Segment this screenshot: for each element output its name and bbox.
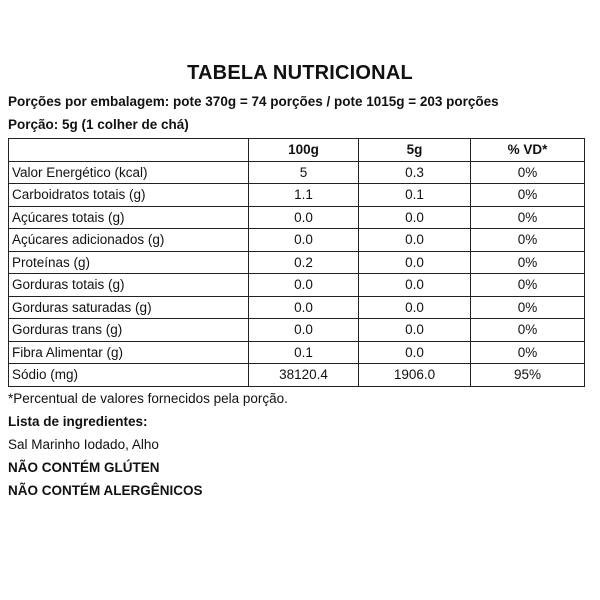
value-5g: 0.0 bbox=[359, 206, 471, 229]
table-row bbox=[9, 341, 585, 364]
value-vd: 0% bbox=[471, 341, 585, 364]
value-100g: 1.1 bbox=[249, 184, 359, 207]
value-100g: 0.0 bbox=[249, 319, 359, 342]
value-100g: 0.1 bbox=[249, 341, 359, 364]
value-vd: 0% bbox=[471, 251, 585, 274]
value-5g: 0.1 bbox=[359, 184, 471, 207]
value-100g: 0.0 bbox=[249, 274, 359, 297]
gluten-warning: NÃO CONTÉM GLÚTEN bbox=[8, 460, 160, 475]
value-5g: 0.0 bbox=[359, 319, 471, 342]
footnote: *Percentual de valores fornecidos pela porção. bbox=[8, 391, 288, 406]
page-title: TABELA NUTRICIONAL bbox=[187, 62, 413, 84]
value-vd: 0% bbox=[471, 161, 585, 184]
value-5g: 0.0 bbox=[359, 229, 471, 252]
value-vd: 0% bbox=[471, 229, 585, 252]
value-vd: 0% bbox=[471, 296, 585, 319]
value-vd: 0% bbox=[471, 274, 585, 297]
table-row bbox=[9, 251, 585, 274]
table-row bbox=[9, 364, 585, 387]
value-vd: 0% bbox=[471, 319, 585, 342]
nutrient-name: Açúcares totais (g) bbox=[9, 206, 249, 229]
value-5g: 0.0 bbox=[359, 251, 471, 274]
table-row bbox=[9, 274, 585, 297]
header-vd: % VD* bbox=[471, 139, 585, 162]
table-row bbox=[9, 161, 585, 184]
nutrient-name: Açúcares adicionados (g) bbox=[9, 229, 249, 252]
value-5g: 0.0 bbox=[359, 274, 471, 297]
table-row bbox=[9, 319, 585, 342]
value-vd: 95% bbox=[471, 364, 585, 387]
nutrient-name: Proteínas (g) bbox=[9, 251, 249, 274]
ingredients-text: Sal Marinho Iodado, Alho bbox=[8, 437, 159, 452]
value-vd: 0% bbox=[471, 184, 585, 207]
nutrient-name: Sódio (mg) bbox=[9, 364, 249, 387]
portion-size: Porção: 5g (1 colher de chá) bbox=[8, 117, 189, 132]
value-5g: 0.0 bbox=[359, 296, 471, 319]
table-row bbox=[9, 229, 585, 252]
header-nutrient bbox=[9, 139, 249, 162]
servings-per-package: Porções por embalagem: pote 370g = 74 porções / pote 1015g = 203 porções bbox=[8, 94, 499, 109]
value-100g: 0.0 bbox=[249, 229, 359, 252]
value-vd: 0% bbox=[471, 206, 585, 229]
ingredients-label: Lista de ingredientes: bbox=[8, 414, 148, 429]
nutrient-name: Valor Energético (kcal) bbox=[9, 161, 249, 184]
nutrient-name: Gorduras trans (g) bbox=[9, 319, 249, 342]
table-row bbox=[9, 206, 585, 229]
value-100g: 0.0 bbox=[249, 296, 359, 319]
nutrient-name: Fibra Alimentar (g) bbox=[9, 341, 249, 364]
nutrient-name: Gorduras totais (g) bbox=[9, 274, 249, 297]
header-5g: 5g bbox=[359, 139, 471, 162]
value-100g: 5 bbox=[249, 161, 359, 184]
value-5g: 0.0 bbox=[359, 341, 471, 364]
header-100g: 100g bbox=[249, 139, 359, 162]
nutrition-table bbox=[8, 138, 585, 387]
nutrient-name: Carboidratos totais (g) bbox=[9, 184, 249, 207]
table-row bbox=[9, 184, 585, 207]
value-5g: 0.3 bbox=[359, 161, 471, 184]
table-header-row bbox=[9, 139, 585, 162]
value-100g: 38120.4 bbox=[249, 364, 359, 387]
table-row bbox=[9, 296, 585, 319]
allergen-warning: NÃO CONTÉM ALERGÊNICOS bbox=[8, 483, 203, 498]
value-100g: 0.0 bbox=[249, 206, 359, 229]
value-5g: 1906.0 bbox=[359, 364, 471, 387]
value-100g: 0.2 bbox=[249, 251, 359, 274]
nutrient-name: Gorduras saturadas (g) bbox=[9, 296, 249, 319]
